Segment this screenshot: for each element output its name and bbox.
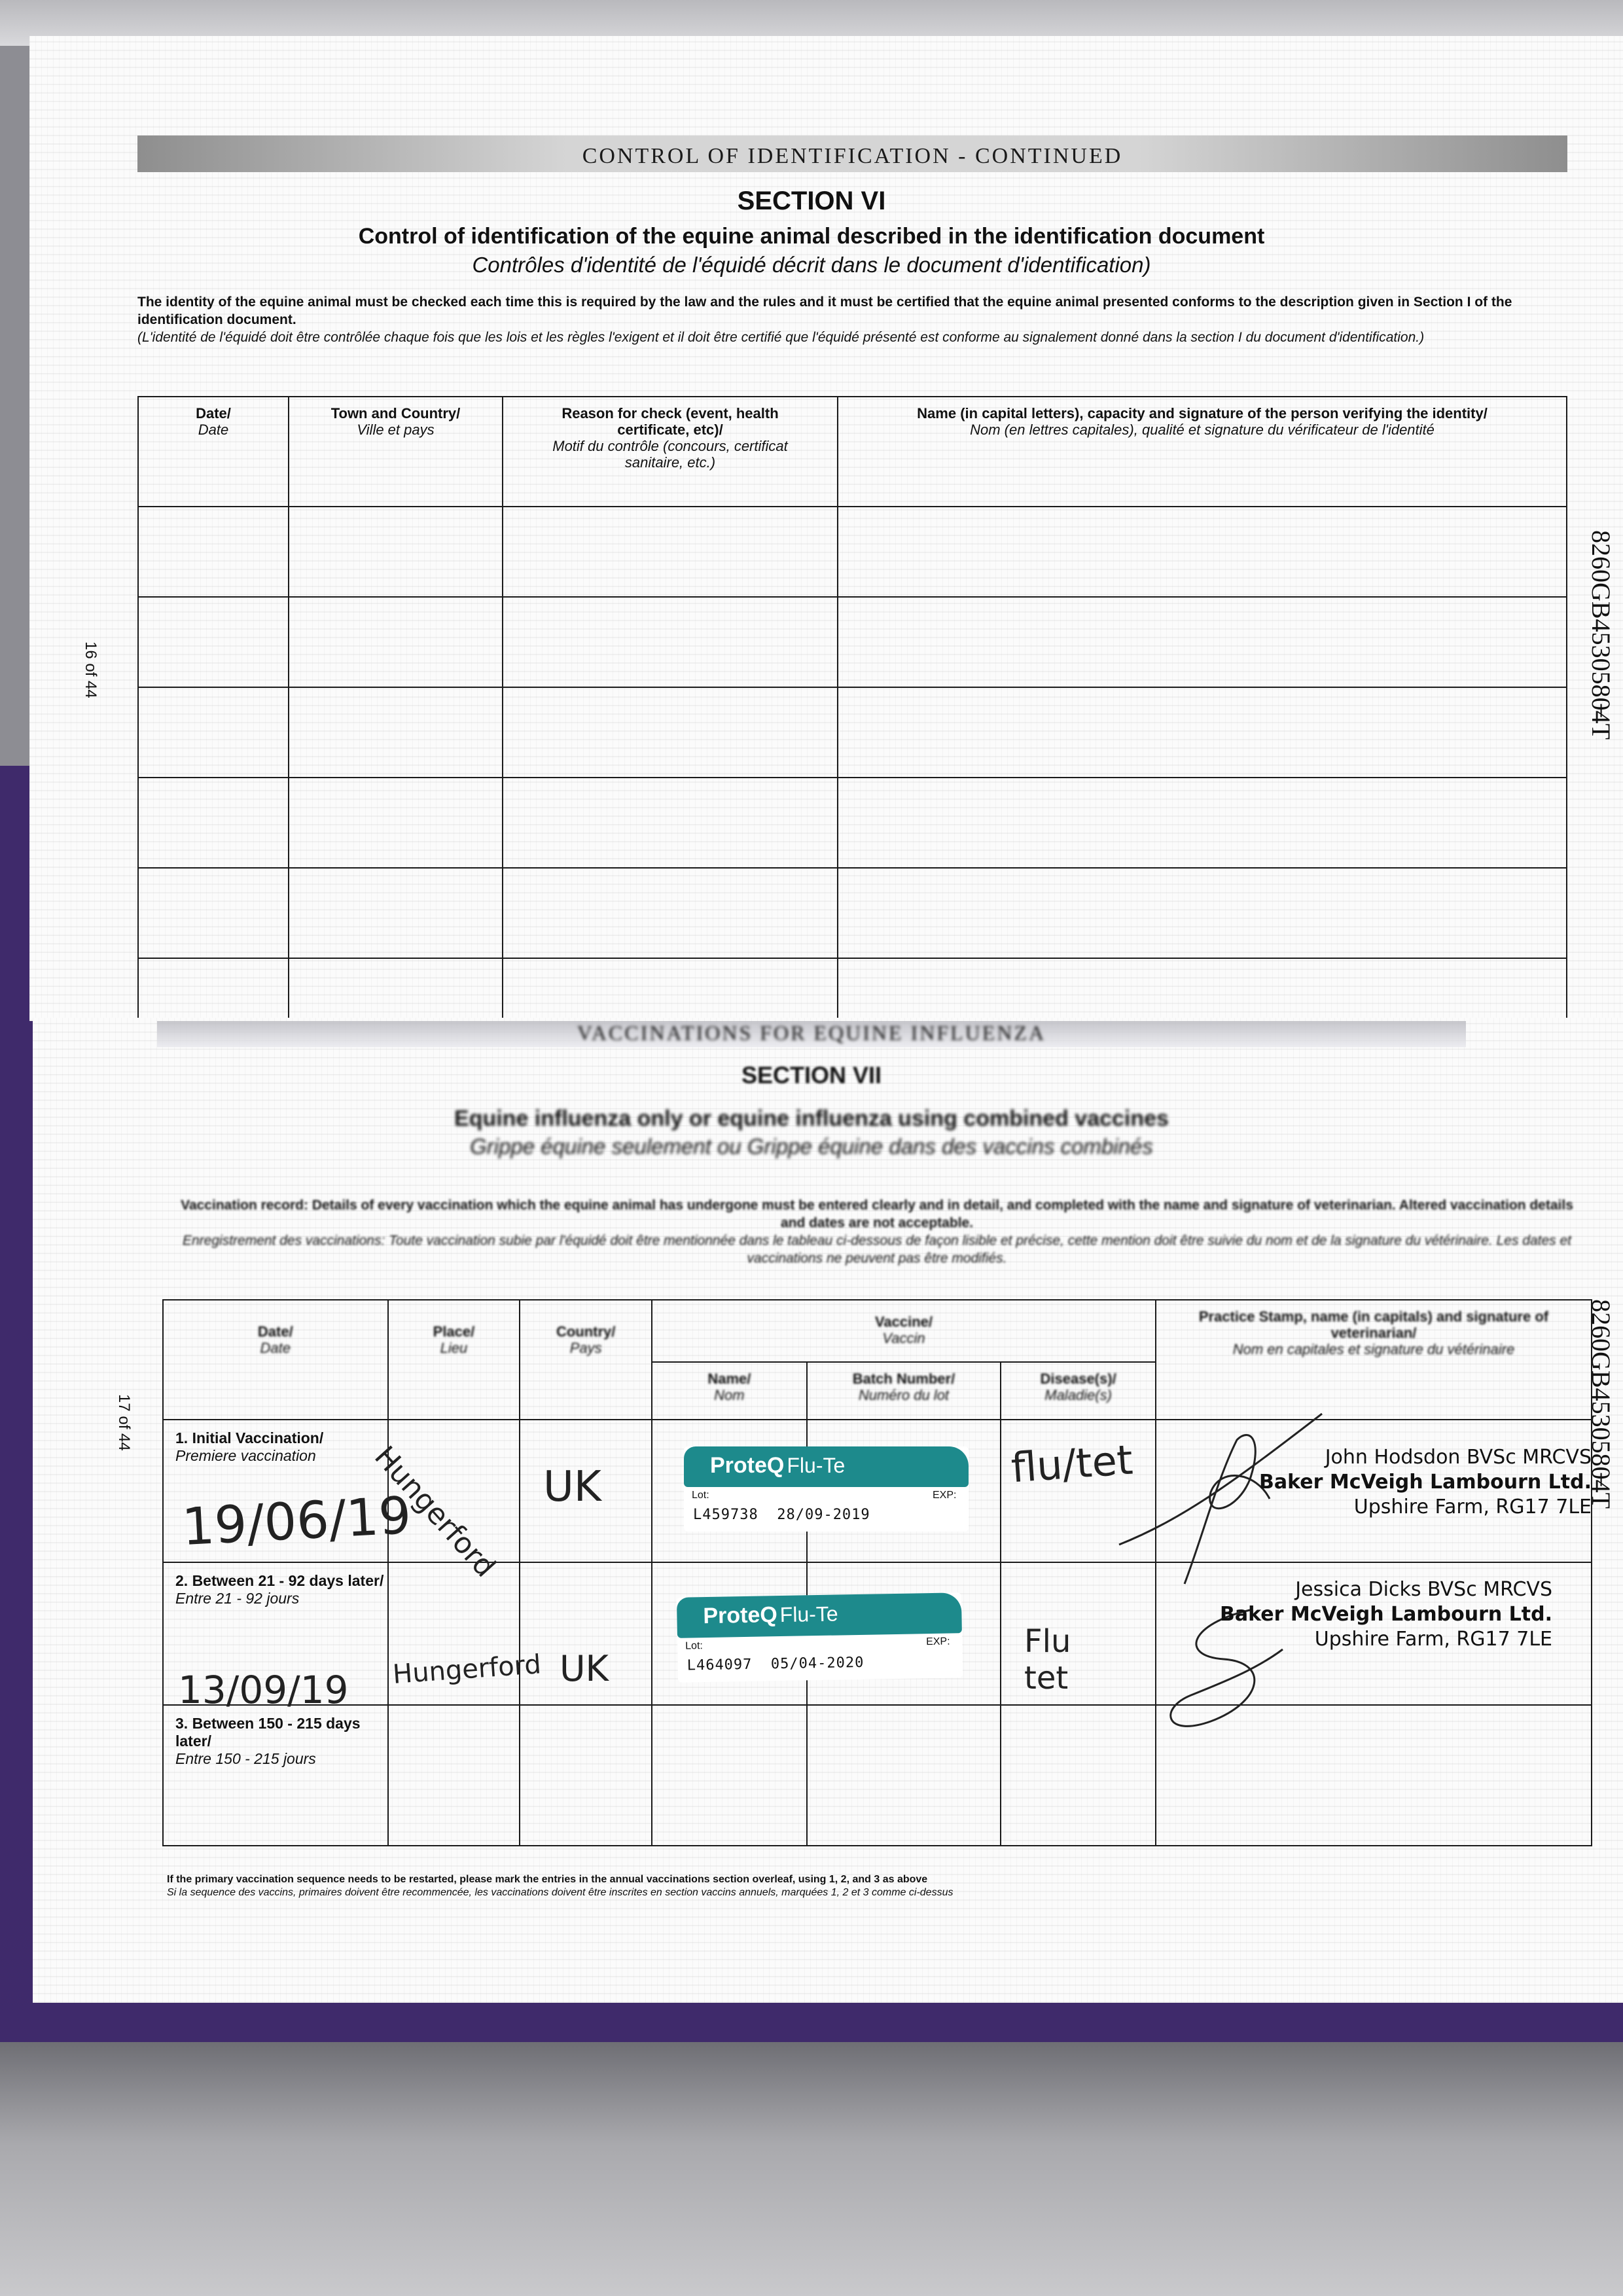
table-row xyxy=(138,778,1567,868)
empty-cell xyxy=(838,597,1567,687)
header-en: Practice Stamp, name (in capitals) and signature of veterinarian/ xyxy=(1198,1308,1549,1341)
expiry-date: 05/04-2020 xyxy=(770,1654,865,1673)
row-label-fr: Premiere vaccination xyxy=(175,1447,316,1464)
lot-exp-values xyxy=(693,1507,870,1523)
table-header-row xyxy=(163,1300,1592,1362)
header-town-country xyxy=(289,397,503,507)
intro-paragraph xyxy=(173,1196,1580,1267)
practice-address: Upshire Farm, RG17 7LE xyxy=(1353,1496,1592,1518)
header-reason xyxy=(503,397,838,507)
disease-cell xyxy=(1001,1705,1156,1846)
header-fr: Vaccin xyxy=(882,1330,925,1346)
vaccine-sticker xyxy=(684,1446,969,1532)
handwritten-date: 19/06/19 xyxy=(180,1486,413,1558)
expiry-date: 28/09-2019 xyxy=(777,1507,870,1523)
footnote xyxy=(167,1873,1541,1899)
intro-paragraph xyxy=(137,293,1551,346)
row-label-fr: Entre 150 - 215 jours xyxy=(175,1750,316,1767)
header-fr: Ville et pays xyxy=(357,422,435,438)
header-en: Date/ xyxy=(196,405,231,422)
product-name: Flu-Te xyxy=(787,1454,846,1477)
empty-cell xyxy=(503,597,838,687)
section-title-fr: Grippe équine seulement ou Grippe équine dans des vaccins combinés xyxy=(470,1134,1153,1158)
intro-fr: Enregistrement des vaccinations: Toute vaccination subie par l'équidé doit être mentionnée dans le tableau ci-dessous de façon lisible et précise, cette mention doit être suivie du nom et de la signature du vétérinaire. Les dates et vaccinations ne peuvent pas être modifiés. xyxy=(183,1233,1571,1266)
header-place xyxy=(388,1300,520,1420)
empty-cell xyxy=(289,778,503,868)
table-row xyxy=(138,868,1567,958)
section-heading: SECTION VII xyxy=(741,1062,882,1088)
handwritten-place: Hungerford xyxy=(368,1440,503,1584)
place-cell xyxy=(388,1705,520,1846)
handwritten-country: UK xyxy=(543,1463,601,1511)
vet-name: Jessica Dicks BVSc MRCVS xyxy=(1295,1578,1552,1601)
header-fr: Lieu xyxy=(440,1340,468,1356)
identification-check-table xyxy=(137,396,1567,1030)
header-en: Vaccine/ xyxy=(874,1314,933,1330)
sticker-brand xyxy=(703,1602,838,1630)
empty-cell xyxy=(289,597,503,687)
page-number: 16 of 44 xyxy=(82,641,99,698)
row-label-en: 3. Between 150 - 215 days later/ xyxy=(175,1715,361,1749)
empty-cell xyxy=(503,868,838,958)
header-fr: Nom (en lettres capitales), qualité et signature du vérificateur de l'identité xyxy=(970,422,1435,438)
header-batch-number xyxy=(807,1362,1001,1420)
header-en: Reason for check (event, health certificate, etc)/ xyxy=(562,405,779,438)
handwritten-disease: flu/tet xyxy=(1009,1435,1135,1492)
table-row xyxy=(138,597,1567,687)
header-en: Name (in capital letters), capacity and signature of the person verifying the identity/ xyxy=(917,405,1488,422)
header-fr: Date xyxy=(198,422,229,438)
document-serial: 8260GB4530580̶4T xyxy=(1586,530,1616,740)
practice-name: Baker McVeigh Lambourn Ltd. xyxy=(1220,1603,1552,1626)
table-row xyxy=(138,507,1567,597)
empty-cell xyxy=(503,778,838,868)
header-date xyxy=(163,1300,388,1420)
banner-text: CONTROL OF IDENTIFICATION - CONTINUED xyxy=(582,144,1123,168)
lot-exp-values xyxy=(687,1655,865,1674)
empty-cell xyxy=(138,868,289,958)
exp-label: EXP: xyxy=(933,1490,957,1501)
empty-cell xyxy=(138,778,289,868)
header-vaccine-name xyxy=(652,1362,807,1420)
practice-stamp xyxy=(1220,1577,1552,1652)
empty-cell xyxy=(838,778,1567,868)
lot-number: L464097 xyxy=(687,1656,753,1674)
vet-name: John Hodsdon BVSc MRCVS xyxy=(1325,1446,1592,1469)
practice-address: Upshire Farm, RG17 7LE xyxy=(1314,1628,1552,1651)
sticker-brand xyxy=(710,1453,845,1479)
header-fr: Date xyxy=(260,1340,291,1356)
row-label-en: 1. Initial Vaccination/ xyxy=(175,1429,324,1446)
header-fr: Motif du contrôle (concours, certificat sanitaire, etc.) xyxy=(552,438,788,471)
header-en: Place/ xyxy=(433,1323,475,1340)
intro-en: The identity of the equine animal must be checked each time this is required by the law and the rules and it must be certified that the equine animal presented conforms to the description given in Section I of the identification document. xyxy=(137,295,1512,327)
section-banner-blurred: VACCINATIONS FOR EQUINE INFLUENZA xyxy=(577,1021,1046,1045)
section-title-en: Control of identification of the equine animal described in the identification document xyxy=(358,224,1265,249)
practice-name: Baker McVeigh Lambourn Ltd. xyxy=(1259,1471,1592,1494)
section-title-fr: Contrôles d'identité de l'équidé décrit dans le document d'identification) xyxy=(472,253,1151,277)
header-fr: Nom xyxy=(714,1387,745,1403)
empty-cell xyxy=(138,507,289,597)
lot-label: Lot: xyxy=(685,1640,704,1652)
header-fr: Maladie(s) xyxy=(1044,1387,1112,1403)
product-name: Flu-Te xyxy=(779,1602,838,1627)
header-en: Disease(s)/ xyxy=(1040,1371,1116,1387)
practice-stamp xyxy=(1259,1445,1592,1520)
header-en: Date/ xyxy=(257,1323,293,1340)
footnote-fr: Si la sequence des vaccins, primaires doivent être recommencée, les vaccinations doivent être inscrites en section vaccins annuels, marquées 1, 2 et 3 comme ci-dessus xyxy=(167,1887,954,1898)
page-number: 17 of 44 xyxy=(115,1394,133,1451)
empty-cell xyxy=(838,868,1567,958)
header-fr: Nom en capitales et signature du vétérinaire xyxy=(1232,1341,1515,1357)
country-cell xyxy=(520,1705,652,1846)
intro-en: Vaccination record: Details of every vaccination which the equine animal has undergone must be entered clearly and in detail, and completed with the name and signature of veterinarian. Altered vaccination details and dates are not acceptable. xyxy=(181,1198,1573,1230)
section-banner xyxy=(137,135,1567,172)
empty-cell xyxy=(838,507,1567,597)
vaccine-sticker xyxy=(677,1592,963,1683)
header-name-signature xyxy=(838,397,1567,507)
row-label-fr: Entre 21 - 92 jours xyxy=(175,1590,300,1607)
empty-cell xyxy=(838,687,1567,778)
section-title-en: Equine influenza only or equine influenza using combined vaccines xyxy=(454,1106,1169,1131)
empty-cell xyxy=(503,687,838,778)
handwritten-disease: Flu tet xyxy=(1024,1623,1071,1696)
empty-cell xyxy=(289,507,503,597)
header-country xyxy=(520,1300,652,1420)
footnote-en: If the primary vaccination sequence needs to be restarted, please mark the entries in the annual vaccinations section overleaf, using 1, 2, and 3 as above xyxy=(167,1874,928,1885)
lot-number: L459738 xyxy=(693,1507,758,1523)
row-label-en: 2. Between 21 - 92 days later/ xyxy=(175,1572,384,1589)
handwritten-country: UK xyxy=(560,1648,609,1689)
document-serial: 8260GB4530580̶4T xyxy=(1586,1299,1616,1509)
empty-cell xyxy=(289,687,503,778)
handwritten-place: Hungerford xyxy=(391,1649,543,1690)
header-en: Town and Country/ xyxy=(330,405,461,422)
table-header-row xyxy=(138,397,1567,507)
table-row xyxy=(163,1705,1592,1846)
empty-cell xyxy=(138,687,289,778)
empty-cell xyxy=(138,597,289,687)
intro-fr: (L'identité de l'équidé doit être contrôlée chaque fois que les lois et les règles l'exigent et il doit être certifié que l'équidé présenté est conforme au signalement donné dans la section I du document d'identification.) xyxy=(137,330,1425,345)
brand-name: ProteQ xyxy=(710,1453,785,1478)
header-en: Name/ xyxy=(707,1371,751,1387)
table-row xyxy=(138,687,1567,778)
handwritten-date: 13/09/19 xyxy=(178,1668,349,1712)
header-fr: Pays xyxy=(569,1340,602,1356)
header-en: Country/ xyxy=(556,1323,616,1340)
header-fr: Numéro du lot xyxy=(858,1387,950,1403)
brand-name: ProteQ xyxy=(703,1602,778,1629)
row-label-cell xyxy=(163,1705,388,1846)
section-heading: SECTION VI xyxy=(737,187,886,215)
header-en: Batch Number/ xyxy=(852,1371,955,1387)
vaccine-name-cell xyxy=(652,1705,807,1846)
empty-cell xyxy=(503,507,838,597)
header-vaccine xyxy=(652,1300,1156,1362)
exp-label: EXP: xyxy=(925,1636,950,1648)
empty-cell xyxy=(289,868,503,958)
vaccination-table xyxy=(162,1299,1592,1846)
scanner-background-bottom xyxy=(0,2042,1623,2296)
lot-label: Lot: xyxy=(692,1490,709,1501)
header-date xyxy=(138,397,289,507)
batch-cell xyxy=(807,1705,1001,1846)
